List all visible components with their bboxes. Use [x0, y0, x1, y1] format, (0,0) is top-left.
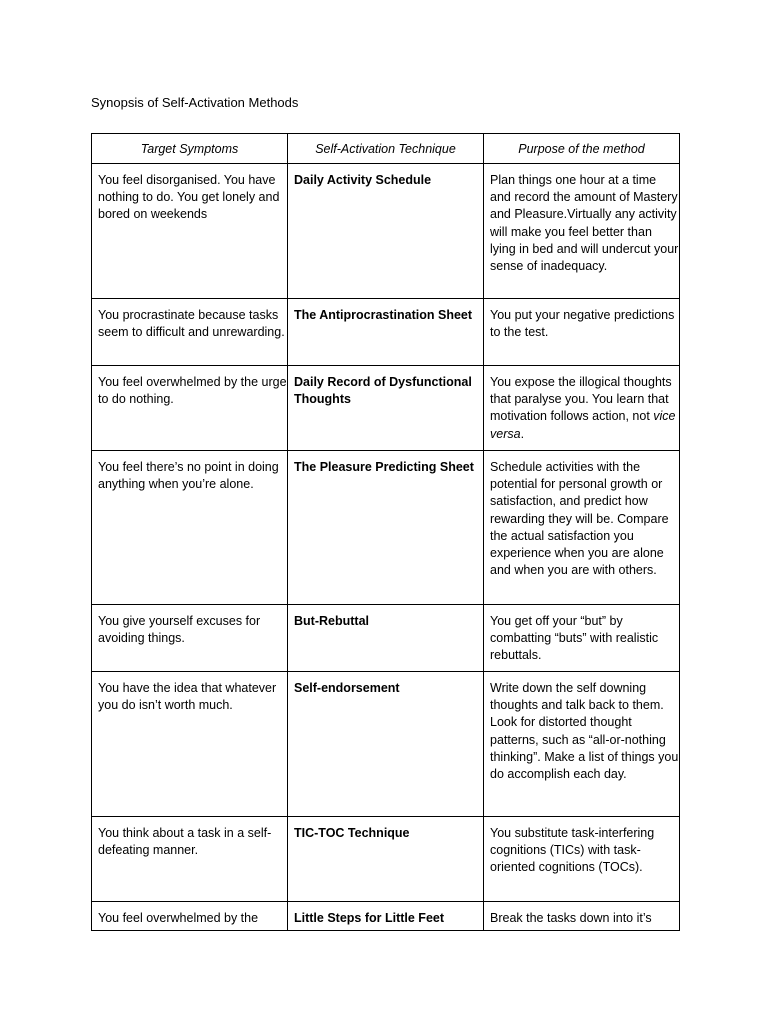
- purpose-text-end: .: [520, 426, 525, 441]
- symptom-cell: You feel overwhelmed by the: [92, 902, 288, 931]
- purpose-cell: Break the tasks down into it’s: [484, 902, 680, 931]
- purpose-cell: Write down the self downing thoughts and talk back to them. Look for distorted thought patterns, such as “all-or-nothing thinking”. Make a list of things you do accomplish each day.: [484, 672, 680, 817]
- purpose-cell: [484, 366, 680, 451]
- technique-cell: The Antiprocrastination Sheet: [288, 299, 484, 366]
- purpose-cell: Plan things one hour at a time and record the amount of Mastery and Pleasure.Virtually any activity will make you feel better than lying in bed and will undercut your sense of inadequacy.: [484, 164, 680, 299]
- table-row: [92, 366, 680, 451]
- purpose-cell: Schedule activities with the potential for personal growth or satisfaction, and predict how rewarding they will be. Compare the actual satisfaction you experience when you are alone and when you are with others.: [484, 451, 680, 605]
- table-body: [92, 164, 680, 931]
- technique-cell: TIC-TOC Technique: [288, 817, 484, 902]
- technique-cell: But-Rebuttal: [288, 605, 484, 672]
- table-row: [92, 299, 680, 366]
- header-target-symptoms: Target Symptoms: [92, 134, 288, 164]
- table-row: [92, 817, 680, 902]
- table-header: [92, 134, 680, 164]
- symptom-cell: You give yourself excuses for avoiding things.: [92, 605, 288, 672]
- technique-cell: Daily Record of Dysfunctional Thoughts: [288, 366, 484, 451]
- document-title: Synopsis of Self-Activation Methods: [91, 95, 299, 110]
- purpose-cell: You substitute task-interfering cognitions (TICs) with task-oriented cognitions (TOCs).: [484, 817, 680, 902]
- table-row: [92, 164, 680, 299]
- symptom-cell: You feel there’s no point in doing anything when you’re alone.: [92, 451, 288, 605]
- symptom-cell: You have the idea that whatever you do isn’t worth much.: [92, 672, 288, 817]
- technique-cell: The Pleasure Predicting Sheet: [288, 451, 484, 605]
- table-row: [92, 605, 680, 672]
- symptom-cell: You procrastinate because tasks seem to difficult and unrewarding.: [92, 299, 288, 366]
- header-row: [92, 134, 680, 164]
- symptom-cell: You feel disorganised. You have nothing to do. You get lonely and bored on weekends: [92, 164, 288, 299]
- technique-cell: Little Steps for Little Feet: [288, 902, 484, 931]
- header-technique: Self-Activation Technique: [288, 134, 484, 164]
- purpose-cell: You put your negative predictions to the test.: [484, 299, 680, 366]
- technique-cell: Self-endorsement: [288, 672, 484, 817]
- table-row: [92, 451, 680, 605]
- symptom-cell: You think about a task in a self-defeating manner.: [92, 817, 288, 902]
- symptom-cell: You feel overwhelmed by the urge to do nothing.: [92, 366, 288, 451]
- purpose-emphasis: vice versa: [490, 409, 676, 441]
- purpose-text: You expose the illogical thoughts that paralyse you. You learn that motivation follows action, not: [490, 375, 672, 424]
- purpose-cell: You get off your “but” by combatting “buts” with realistic rebuttals.: [484, 605, 680, 672]
- table-row: [92, 672, 680, 817]
- technique-cell: Daily Activity Schedule: [288, 164, 484, 299]
- table-row: [92, 902, 680, 931]
- synopsis-table: [91, 133, 680, 931]
- header-purpose: Purpose of the method: [484, 134, 680, 164]
